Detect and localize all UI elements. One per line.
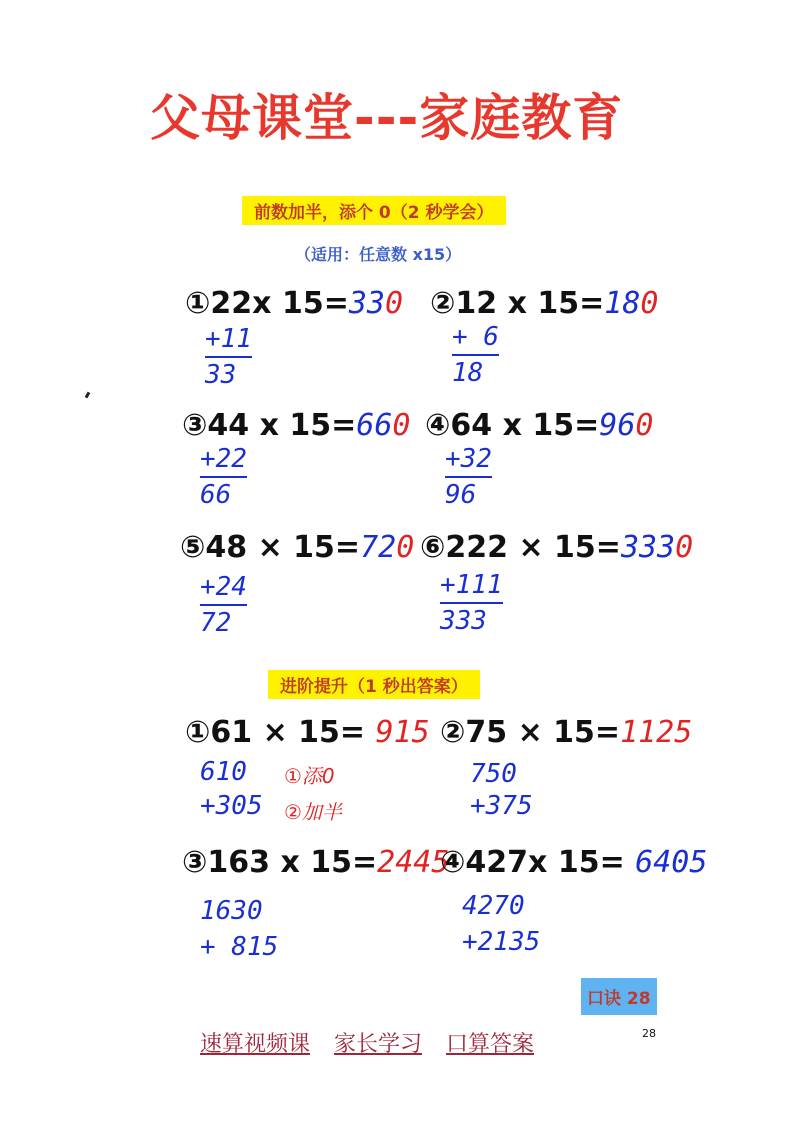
work-line: +305 bbox=[200, 791, 263, 821]
work-3 bbox=[200, 444, 247, 510]
work-rule bbox=[440, 602, 503, 604]
problem-label: ②75 × 15= bbox=[440, 715, 621, 750]
problem-label: ④427x 15= bbox=[440, 845, 625, 880]
work-line: 750 bbox=[470, 759, 517, 789]
problem-2 bbox=[430, 286, 658, 321]
work-rule bbox=[200, 604, 247, 606]
page-number: 28 bbox=[642, 1027, 656, 1040]
section2-banner: 进阶提升（1 秒出答案） bbox=[268, 670, 480, 699]
problem-label: ②12 x 15= bbox=[430, 286, 605, 321]
answer-blue: 72 bbox=[360, 530, 397, 565]
work-rule bbox=[452, 354, 499, 356]
work-line: +11 bbox=[205, 324, 252, 354]
problem-label: ③163 x 15= bbox=[182, 845, 378, 880]
answer-red: 0 bbox=[640, 286, 659, 321]
work-line: 72 bbox=[200, 608, 232, 638]
answer-red: 0 bbox=[635, 408, 654, 443]
adv-work-1 bbox=[200, 755, 263, 823]
adv-problem-4 bbox=[440, 845, 707, 880]
answer-blue: 33 bbox=[348, 286, 385, 321]
work-line: 4270 bbox=[462, 891, 525, 921]
adv-work-3 bbox=[200, 893, 278, 965]
answer-red: 0 bbox=[396, 530, 415, 565]
footer-link-answers[interactable]: 口算答案 bbox=[446, 1032, 535, 1057]
work-5 bbox=[200, 572, 247, 638]
problem-5 bbox=[180, 530, 414, 565]
answer-red: 0 bbox=[392, 408, 411, 443]
note-add-half: ②加半 bbox=[284, 800, 342, 824]
adv-work-4 bbox=[462, 888, 540, 960]
problem-4 bbox=[425, 408, 653, 443]
problem-label: ①61 × 15= bbox=[185, 715, 366, 750]
section1-banner: 前数加半，添个 0（2 秒学会） bbox=[242, 196, 506, 225]
work-rule bbox=[445, 476, 492, 478]
work-line: +24 bbox=[200, 572, 247, 602]
adv-problem-3 bbox=[182, 845, 449, 880]
work-4 bbox=[445, 444, 492, 510]
formula-badge: 口诀 28 bbox=[581, 978, 657, 1015]
work-line: 66 bbox=[200, 480, 232, 510]
footer-links bbox=[200, 1027, 558, 1058]
work-line: +22 bbox=[200, 444, 247, 474]
problem-label: ⑤48 × 15= bbox=[180, 530, 361, 565]
footer-link-video[interactable]: 速算视频课 bbox=[200, 1032, 311, 1057]
answer-blue: 333 bbox=[620, 530, 676, 565]
answer-red: 1125 bbox=[620, 715, 693, 750]
work-line: 333 bbox=[440, 606, 487, 636]
work-line: 1630 bbox=[200, 896, 263, 926]
work-rule bbox=[205, 356, 252, 358]
problem-label: ③44 x 15= bbox=[182, 408, 357, 443]
section1-subtitle: （适用：任意数 x15） bbox=[295, 245, 462, 264]
answer-red: 0 bbox=[384, 286, 404, 321]
work-line: 33 bbox=[205, 360, 237, 390]
answer-blue: 6405 bbox=[635, 845, 708, 880]
work-2 bbox=[452, 322, 499, 388]
work-line: 18 bbox=[452, 358, 484, 388]
work-line: +111 bbox=[440, 570, 503, 600]
adv-problem-2 bbox=[440, 715, 692, 750]
work-6 bbox=[440, 570, 503, 636]
page-title: 父母课堂---家庭教育 bbox=[150, 89, 624, 147]
work-line: 96 bbox=[445, 480, 477, 510]
problem-1 bbox=[185, 286, 403, 321]
problem-label: ⑥222 × 15= bbox=[420, 530, 621, 565]
stray-mark bbox=[85, 392, 91, 399]
work-line: +375 bbox=[470, 791, 533, 821]
problem-6 bbox=[420, 530, 693, 565]
work-line: + 6 bbox=[452, 322, 499, 352]
work-line: +2135 bbox=[462, 927, 541, 957]
problem-label: ④64 x 15= bbox=[425, 408, 600, 443]
note-add-zero: ①添0 bbox=[284, 764, 335, 788]
adv-problem-1 bbox=[185, 715, 430, 750]
problem-label: ①22x 15= bbox=[185, 286, 349, 321]
footer-link-parents[interactable]: 家长学习 bbox=[334, 1032, 423, 1057]
answer-blue: 66 bbox=[356, 408, 393, 443]
work-1 bbox=[205, 324, 252, 390]
work-line: + 815 bbox=[200, 932, 279, 962]
answer-red: 915 bbox=[375, 715, 430, 750]
work-line: 610 bbox=[200, 757, 247, 787]
answer-red: 2445 bbox=[377, 845, 450, 880]
work-line: +32 bbox=[445, 444, 492, 474]
problem-3 bbox=[182, 408, 410, 443]
answer-blue: 18 bbox=[604, 286, 641, 321]
adv-work-2 bbox=[470, 758, 533, 822]
answer-blue: 96 bbox=[599, 408, 636, 443]
work-rule bbox=[200, 476, 247, 478]
answer-red: 0 bbox=[675, 530, 694, 565]
